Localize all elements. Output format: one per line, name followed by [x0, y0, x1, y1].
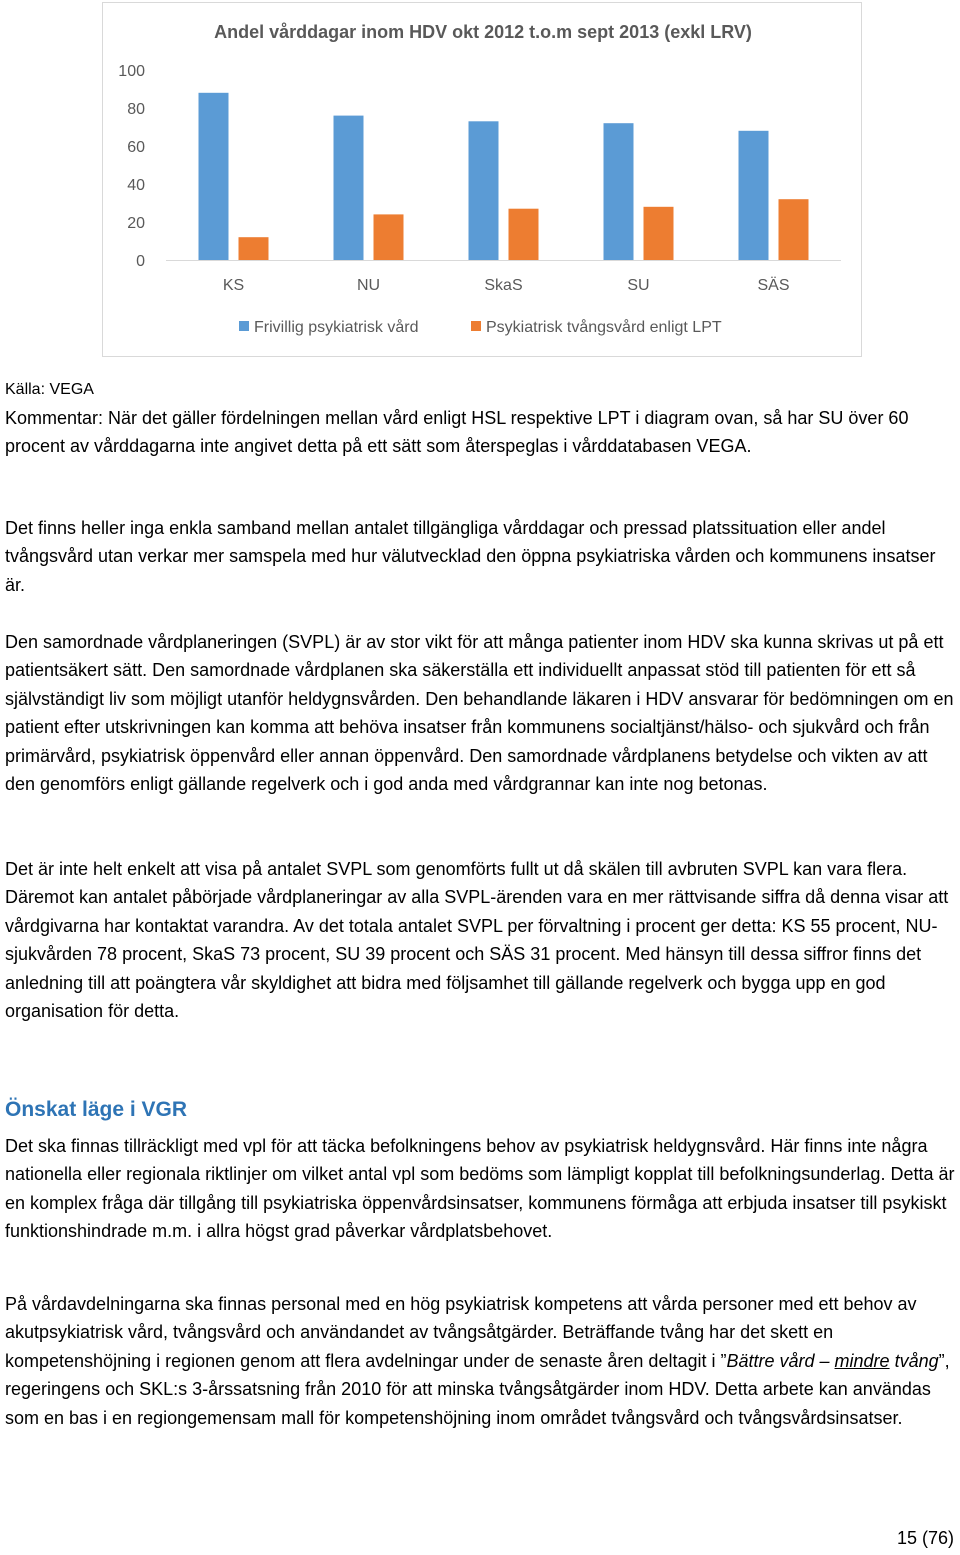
paragraph-2-text: Det finns heller inga enkla samband mellan antalet tillgängliga vårddagar och pressad platssituation eller andel tvångsvård utan verkar mer samspela med hur välutvecklad den öppna psykiatriska vården och kommunens insatser är.: [5, 518, 936, 595]
bar-compulsory: [239, 237, 269, 260]
chart-title: Andel vårddagar inom HDV okt 2012 t.o.m sept 2013 (exkl LRV): [214, 22, 752, 42]
y-tick-label: 0: [136, 253, 145, 270]
campaign-name-part1: Bättre vård –: [726, 1350, 835, 1371]
paragraph-4-text: Det är inte helt enkelt att visa på antalet SVPL som genomförts fullt ut då skälen till avbruten SVPL kan vara flera. Däremot kan antalet påbörjade vårdplaneringar av alla SVPL-ärenden vara en mer rättvisande siffra då denna visar att vårdgivarna har kontaktat varandra. Av det totala antalet SVPL per förvaltning i procent ger detta: KS 55 procent, NU-sjukvården 78 procent, SkaS 73 procent, SU 39 procent och SÄS 31 procent. Med hänsyn till dessa siffror finns det anledning till att poängtera vår skyldighet att bidra med följsamhet till gällande regelverk och bygga upp en god organisation för detta.: [5, 859, 949, 1022]
paragraph-6-text: [5, 1290, 957, 1432]
campaign-name-part3: tvång: [889, 1350, 939, 1371]
bar-compulsory: [509, 209, 539, 260]
paragraph-4: [5, 855, 957, 1025]
paragraph-3-text: Den samordnade vårdplaneringen (SVPL) är av stor vikt för att många patienter inom HDV ska kunna skrivas ut på ett patientsäkert sätt. Den samordnade vårdplanen ska säkerställa ett individuellt anpassat stöd till patienten för ett så självständigt liv som möjligt utanför heldygnsvården. Den behandlande läkaren i HDV ansvarar för bedömningen om en patient efter utskrivningen kan komma att behöva insatser från kommunens socialtjänst/hälso- och sjukvård och från primärvård, psykiatrisk öppenvård eller annan öppenvård. Den samordnade vårdplanens betydelse och vikten av att den genomförs enligt gällande regelverk och i god anda med vårdgrannar kan inte nog betonas.: [5, 632, 954, 795]
paragraph-3: [5, 628, 957, 798]
bar-compulsory: [374, 214, 404, 260]
legend-swatch: [471, 321, 481, 331]
paragraph-6: [5, 1290, 957, 1432]
x-tick-label: NU: [356, 277, 381, 294]
y-tick-label: 80: [127, 101, 145, 118]
campaign-name-part2: mindre: [834, 1350, 890, 1371]
section-heading: Önskat läge i VGR: [5, 1098, 188, 1121]
paragraph-2: [5, 514, 957, 599]
bar-chart: [102, 2, 862, 357]
x-tick-label: SU: [627, 277, 650, 294]
bar-voluntary: [604, 123, 634, 260]
paragraph-5: [5, 1132, 957, 1246]
x-tick-label: SkaS: [484, 277, 523, 294]
y-tick-label: 40: [127, 177, 145, 194]
paragraph-5-text: Det ska finnas tillräckligt med vpl för att täcka befolkningens behov av psykiatrisk heldygnsvård. Här finns inte några nationella eller regionala riktlinjer om vilket antal vpl som bedöms som lämpligt kopplat till befolkningsunderlag. Detta är en komplex fråga där tillgång till psykiatriska öppenvårdsinsatser, kommunens förmåga att erbjuda insatser till psykiskt funktionshindrade m.m. i allra högst grad påverkar vårdplatsbehovet.: [5, 1136, 955, 1242]
y-tick-label: 100: [118, 63, 145, 80]
legend-label: Psykiatrisk tvångsvård enligt LPT: [486, 319, 722, 336]
y-tick-label: 60: [127, 139, 145, 156]
source-block: [5, 376, 957, 460]
page-number: 15 (76): [896, 1528, 954, 1548]
legend-swatch: [239, 321, 249, 331]
bar-compulsory: [779, 199, 809, 260]
y-tick-label: 20: [127, 215, 145, 232]
bar-voluntary: [739, 131, 769, 260]
legend-label: Frivillig psykiatrisk vård: [254, 319, 419, 336]
bar-voluntary: [199, 93, 229, 260]
paragraph-6-start: På vårdavdelningarna ska finnas personal med en hög psykiatrisk kompetens att vårda personer med ett behov av akutpsykiatrisk vård, tvångsvård och användandet av tvångsåtgärder. Beträffande tvång har det skett en kompetenshöjning i regionen genom att flera avdelningar under de senaste åren deltagit i ”: [5, 1294, 917, 1371]
source-label: Källa: VEGA: [5, 381, 94, 398]
paragraph-6-end: ”, regeringens och SKL:s 3-årssatsning från 2010 för att minska tvångsåtgärder inom HDV. Detta arbete kan användas som en bas i en regiongemensam mall för kompetenshöjning inom området tvångsvård och tvångsvårdsinsatser.: [5, 1350, 950, 1428]
comment-paragraph: Kommentar: När det gäller fördelningen mellan vård enligt HSL respektive LPT i diagram ovan, så har SU över 60 procent av vårddagarna inte angivet detta på ett sätt som återspeglas i vårddatabasen VEGA.: [5, 408, 909, 456]
x-tick-label: SÄS: [757, 277, 790, 294]
x-tick-label: KS: [222, 277, 245, 294]
bar-voluntary: [334, 116, 364, 260]
bar-voluntary: [469, 121, 499, 260]
bar-compulsory: [644, 207, 674, 260]
chart-canvas: [103, 3, 863, 358]
